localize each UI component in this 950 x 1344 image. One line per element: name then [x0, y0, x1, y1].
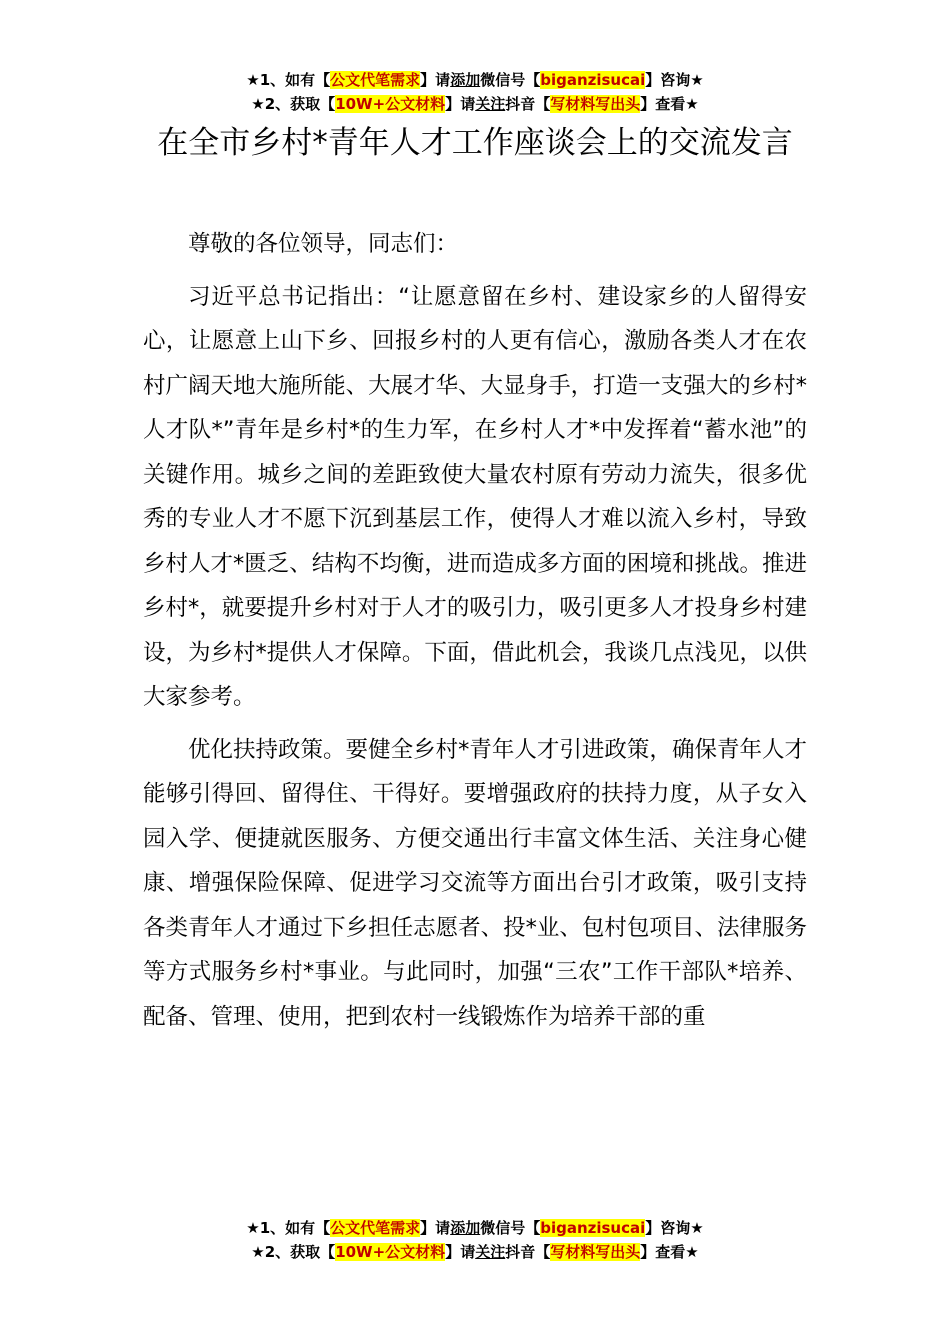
banner-text: 微信号【	[480, 71, 541, 89]
banner-text: ★1、如有【	[246, 71, 331, 89]
banner-underline: 添加	[450, 71, 481, 89]
banner-text: 】咨询★	[645, 71, 704, 89]
banner-text: ★2、获取【	[251, 95, 336, 113]
banner-highlight: 10W+公文材料	[335, 95, 446, 113]
banner-text: ★2、获取【	[251, 1243, 336, 1261]
intro-paragraph: 习近平总书记指出：“让愿意留在乡村、建设家乡的人留得安心，让愿意上山下乡、回报乡村的人更有信心，激励各类人才在农村广阔天地大施所能、大展才华、大显身手，打造一支强大的乡村*人才队*”青年是乡村*的生力军，在乡村人才*中发挥着“蓄水池”的关键作用。城乡之间的差距致使大量农村原有劳动力流失，很多优秀的专业人才不愿下沉到基层工作，使得人才难以流入乡村，导致乡村人才*匮乏、结构不均衡，进而造成多方面的困境和挑战。推进乡村*，就要提升乡村对于人才的吸引力，吸引更多人才投身乡村建设，为乡村*提供人才保障。下面，借此机会，我谈几点浅见，以供大家参考。	[143, 283, 807, 710]
banner-highlight: 写材料写出头	[550, 95, 641, 113]
banner-line-1	[0, 1216, 950, 1240]
document-title: 在全市乡村*青年人才工作座谈会上的交流发言	[157, 125, 793, 161]
banner-highlight: 公文代笔需求	[330, 1219, 421, 1237]
document-body	[143, 222, 807, 1047]
banner-text: 】请	[420, 71, 451, 89]
banner-highlight: 写材料写出头	[550, 1243, 641, 1261]
banner-text: 抖音【	[505, 1243, 551, 1261]
banner-text: 】请	[420, 1219, 451, 1237]
banner-highlight: 10W+公文材料	[335, 1243, 446, 1261]
banner-text: 】查看★	[640, 95, 699, 113]
banner-text: 】请	[445, 1243, 476, 1261]
banner-underline: 添加	[450, 1219, 481, 1237]
footer-banner	[0, 1216, 950, 1264]
banner-highlight: 公文代笔需求	[330, 71, 421, 89]
banner-text: 】请	[445, 95, 476, 113]
banner-highlight: biganzisucai	[540, 1219, 646, 1237]
salutation-paragraph: 尊敬的各位领导，同志们：	[188, 231, 459, 257]
banner-text: 抖音【	[505, 95, 551, 113]
banner-text: 】咨询★	[645, 1219, 704, 1237]
header-banner	[0, 68, 950, 116]
banner-underline: 关注	[475, 95, 506, 113]
banner-highlight: biganzisucai	[540, 71, 646, 89]
banner-text: 】查看★	[640, 1243, 699, 1261]
banner-line-2	[0, 92, 950, 116]
banner-text: 微信号【	[480, 1219, 541, 1237]
banner-line-2	[0, 1240, 950, 1264]
banner-text: ★1、如有【	[246, 1219, 331, 1237]
banner-underline: 关注	[475, 1243, 506, 1261]
banner-line-1	[0, 68, 950, 92]
policy-paragraph: 优化扶持政策。要健全乡村*青年人才引进政策，确保青年人才能够引得回、留得住、干得好。要增强政府的扶持力度，从子女入园入学、便捷就医服务、方便交通出行丰富文体生活、关注身心健康、增强保险保障、促进学习交流等方面出台引才政策，吸引支持各类青年人才通过下乡担任志愿者、投*业、包村包项目、法律服务等方式服务乡村*事业。与此同时，加强“三农”工作干部队*培养、配备、管理、使用，把到农村一线锻炼作为培养干部的重	[143, 736, 807, 1030]
